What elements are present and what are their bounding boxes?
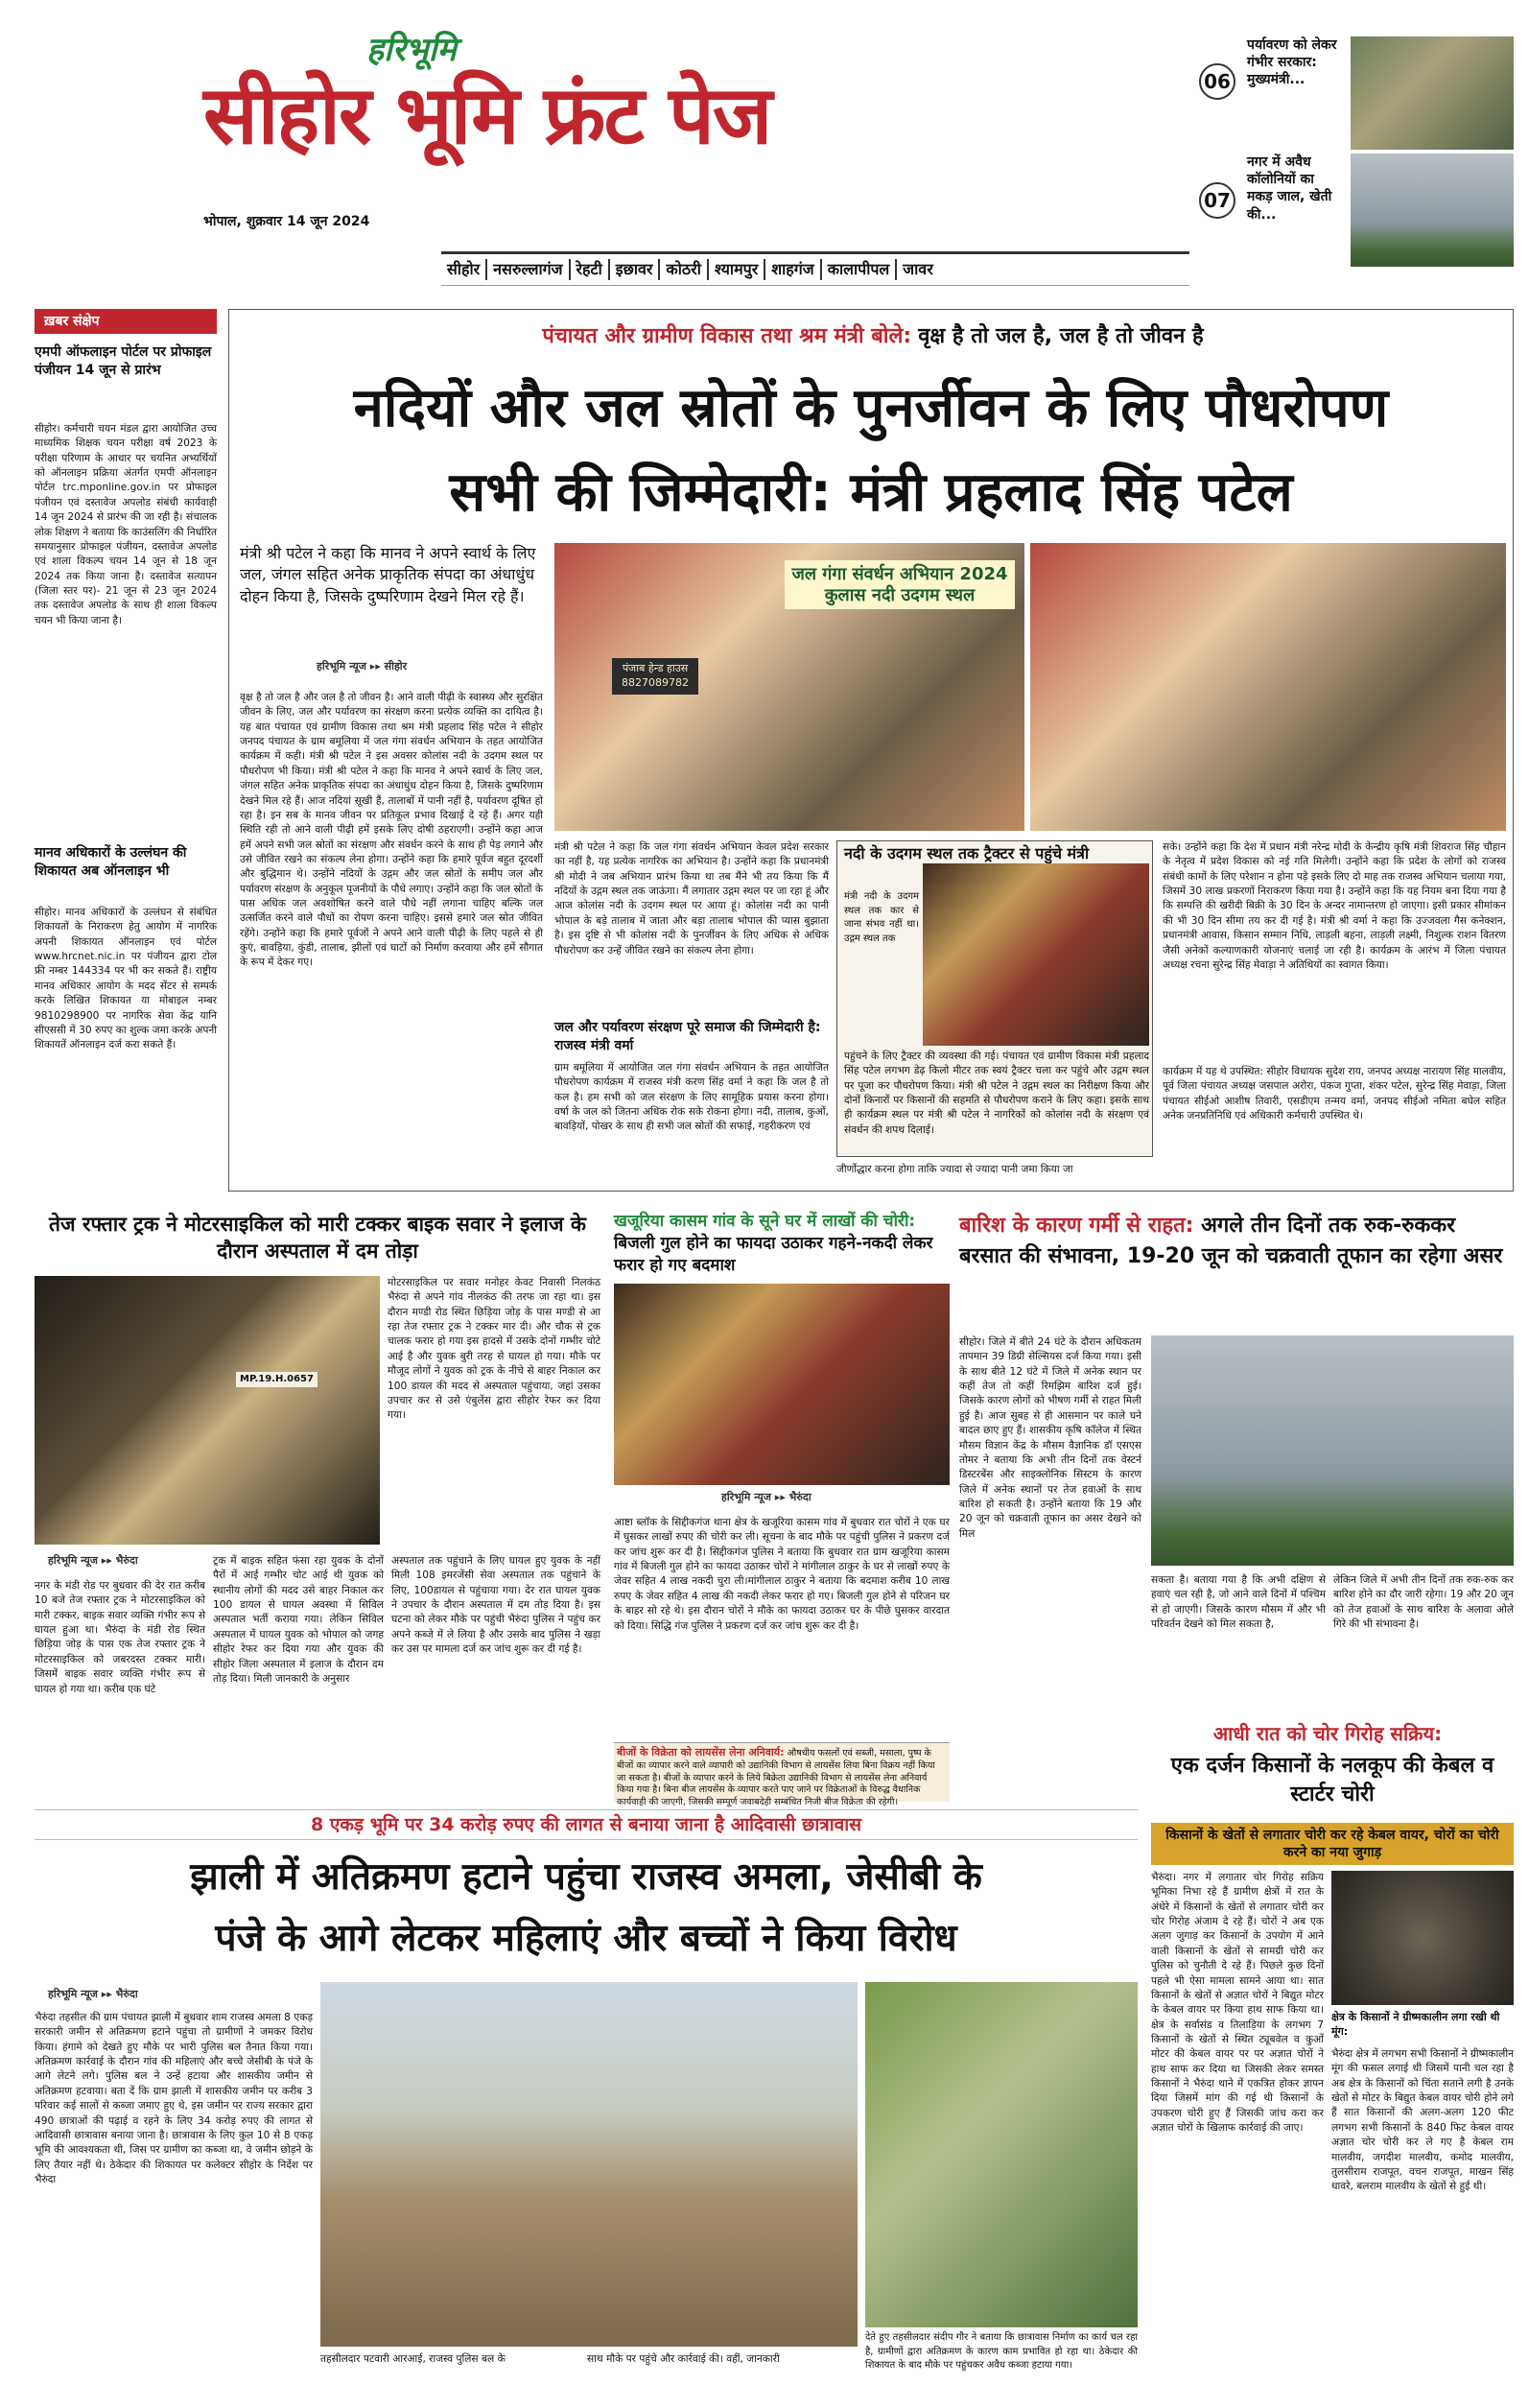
nav-item[interactable]: नसरुल्लागंज: [487, 259, 570, 280]
rain-headline: [959, 1211, 1514, 1272]
lead-column-2c: जीर्णोद्धार करना होगा ताकि ज्यादा से ज्यादा पानी जमा किया जा: [836, 1164, 1073, 1175]
teaser-2-text: नगर में अवैध कॉलोनियों का मकड़ जाल, खेती की...: [1247, 154, 1332, 223]
lead-column-2b: ग्राम बमूलिया में आयोजित जल गंगा संवर्धन अभियान के तहत आयोजित पौधरोपण कार्यक्रम में राजस्व मंत्री करण सिंह वर्मा ने कहा कि जल है तो कल है। हम सभी को जल संरक्षण के लिए सामूहिक प्रयास करना होगा। वर्षा के जल को जितना अधिक रोक सके रोकना होगा। नदी, तालाब, कुओं, बावड़ियों, पोखर के साथ ही सभी जल स्रोतों की सफाई, गहरीकरण एवं: [554, 1062, 829, 1133]
podium-sign: पंजाब हेन्ड हाउस 8827089782: [612, 658, 698, 695]
tribal-caption-1: तहसीलदार पटवारी आरआई, राजस्व पुलिस बल के: [320, 2353, 506, 2365]
brief-1-body: सीहोर। कर्मचारी चयन मंडल द्वारा आयोजित उच्च माध्यमिक शिक्षक चयन परीक्षा वर्ष 2023 के परीक्षा परिणाम के आधार पर चयनित अभ्यर्थियों को ऑनलाइन प्रक्रिया अंतर्गत एमपी ऑनलाइन पोर्टल trc.mponline.gov.in पर प्रोफाइल पंजीयन एवं दस्तावेज अपलोड संबंधी कार्यवाही 14 जून 2024 से प्रारंभ की जा रही है। संचालक लोक शिक्षण ने बताया कि काउंसलिंग की निर्धारित समयानुसार प्रोफाइल पंजीयन, दस्तावेज अपलोड एवं शाला विकल्प चयन 14 जून से 18 जून 2024 तक किया जाना है। दस्तावेज सत्यापन (जिला स्तर पर)- 21 जून से 23 जून 2024 तक दस्तावेज अपलोड के साथ ही शाला विकल्प चयन भी किया जाना है।: [35, 423, 217, 626]
tribal-kicker: 8 एकड़ भूमि पर 34 करोड़ रुपए की लागत से बनाया जाना है आदिवासी छात्रावास: [310, 1814, 862, 1835]
rain-column-mid: सकता है। बताया गया है कि अभी दक्षिण से हवाएं चल रही है, जो आने वाले दिनों में पश्चिम से हो जाएगी। जिसके कारण मौसम में और भी परिवर्तन देखने को मिल सकता है,: [1151, 1574, 1326, 1631]
tribal-headline-1: झाली में अतिक्रमण हटाने पहुंचा राजस्व अमला, जेसीबी के: [190, 1855, 982, 1899]
lead-column-2: मंत्री श्री पटेल ने कहा कि जल गंगा संवर्धन अभियान केवल प्रदेश सरकार का नहीं है, यह प्रत्येक नागरिक का अभियान है। उन्होंने कहा कि प्रधानमंत्री श्री मोदी ने जब अभियान प्रारंभ किया था तब मैंने भी तय किया कि मैं नदियों के उद्गम स्थल तक जाऊंगा। मैं लगातार उद्गम स्थल पर जा रहा हूं और आज कोलांस नदी के उदगम स्थल पर आया हूं। कोलांस नदी का पानी भोपाल के बड़े तालाब में जाता और बड़ा तालाब भोपाल की प्यास बुझाता है। इस दृष्टि से भी कोलांस नदी के पुनर्जीवन के लिए अधिक से अधिक पौधरोपण कर उन्हें जीवित रखने का संकल्प लेना होगा।: [554, 841, 829, 956]
cable-column-2: भैरुंदा क्षेत्र में लगभग सभी किसानों ने ग्रीष्मकालीन मूंग की फसल लगाई थी जिसमें पानी चल रहा है अब क्षेत्र के किसानों को चिंता सताने लगी है उनके खेतों से मोटर के बिद्युत केबल वायर चोरी होने लगे हैं सात किसानों की अलग-अलग 120 फीट लगभग सभी किसानों के 840 फिट केबल वायर अज्ञात चोर चोरी कर ले गए है केबल राम मालवीय, जगदीश मालवीय, कमोद मालवीय, तुलसीराम राजपूत, वचन राजपूत, माखन सिंह धावरे, बलराम मालवीय के खेतों से हुई थी।: [1331, 2048, 1514, 2193]
lead-headline-2: सभी की जिम्मेदारी: मंत्री प्रहलाद सिंह पटेल: [449, 461, 1293, 524]
truck-column-mid: ट्रक में बाइक सहित फंसा रहा युवक के दोनों पैरों में आई गम्भीर चोट आई थी युवक को स्थानीय लोगों की मदद उसे बाहर निकाल कर 100 डायल से घायल अवस्था में सिविल अस्पताल भर्ती कराया गया। लेकिन सिविल अस्पताल में घायल युवक को भोपाल को जगह सीहोर रेफर कर दिया गया और युवक की सीहोर जिला अस्पताल में इलाज के दौरान दम तोड़ दिया। मिली जानकारी के अनुसार: [213, 1555, 384, 1685]
cable-subhead: किसानों के खेतों से लगातार चोरी कर रहे केबल वायर, चोरों का चोरी करने का नया जुगाड़: [1151, 1823, 1514, 1865]
cable-headline: एक दर्जन किसानों के नलकूप की केबल व स्टार्टर चोरी: [1170, 1754, 1494, 1806]
truck-column-left: नगर के मंडी रोड पर बुधवार की देर रात करीब 10 बजे तेज रफ्तार ट्रक ने मोटरसाइकिल को मारी टक्कर, बाइक सवार व्यक्ति गंभीर रूप से घायल हुआ था। भैरुंदा के मंडी रोड स्थित छिड़िया जोड़ के पास एक तेज रफ्तार ट्रक ने मोटरसाइकिल को जबरदस्त टक्कर मारी। जिसमें बाइक सवार व्यक्ति गंभीर रूप से घायल हो गया था। करीब एक घंटे: [35, 1580, 205, 1695]
date-line: भोपाल, शुक्रवार 14 जून 2024: [203, 214, 370, 229]
theft-headline-rest: बिजली गुल होने का फायदा उठाकर गहने-नकदी लेकर फरार हो गए बदमाश: [614, 1233, 933, 1275]
lead-byline: हरिभूमि न्यूज ▸▸ सीहोर: [317, 660, 408, 673]
teaser-2-number: 07: [1199, 182, 1235, 219]
nav-item[interactable]: शाहगंज: [765, 259, 821, 280]
teaser-2[interactable]: [1199, 153, 1343, 267]
seed-license-strip: [614, 1742, 950, 1808]
truck-plate: MP.19.H.0657: [236, 1372, 318, 1387]
brand-logo: हरिभूमि: [366, 31, 457, 69]
teaser-1-number: 06: [1199, 63, 1235, 100]
nav-item[interactable]: रेहटी: [571, 259, 610, 280]
tractor-photo: [923, 863, 1149, 1046]
truck-headline: तेज रफ्तार ट्रक ने मोटरसाइकिल को मारी टक्कर बाइक सवार ने इलाज के दौरान अस्पताल में दम तोड़ा: [49, 1213, 586, 1263]
lead-kicker: [307, 322, 1439, 351]
lead-column-1: वृक्ष है तो जल है और जल है तो जीवन है। आने वाली पीढ़ी के स्वास्थ्य और सुरक्षित जीवन के लिए, जल और पर्यावरण का संरक्षण करना प्रत्येक व्यक्ति का दायित्व है। यह बात पंचायत एवं ग्रामीण विकास तथा श्रम मंत्री प्रहलाद सिंह पटेल ने सीहोर जनपद पंचायत के ग्राम बमूलिया में जल गंगा संवर्धन अभियान के तहत आयोजित कार्यक्रम में कही। मंत्री श्री पटेल ने इस अवसर कोलांस नदी के उदगम स्थल पर पौधरोपण भी किया। मंत्री श्री पटेल ने कहा कि मानव ने अपने स्वार्थ के लिए जल, जंगल सहित अनेक प्राकृतिक संपदा का अंधाधुंध दोहन किया है, जिसके दुष्परिणाम देखने मिल रहे हैं। आज नदियां सूखी हैं, तालाबों में पानी नहीं है, पर्यावरण दूषित हो रहा है। इन सब के मानव जीवन पर प्रतिकूल प्रभाव दिखाई दे रहे हैं। अगर यही स्थिति रही तो आने वाली पीढ़ी हमें इसके लिए दोषी ठहराएगी। उन्होंने कहा आज हमें अपने सभी जल स्रोतों का संरक्षण और संवर्धन करने के साथ ही पेड़ लगाने और उसे जीवित रखने का संकल्प लेना होगा। उन्होंने कहा कि हमारे पूर्वज बहुत दूरदर्शी और बुद्धिमान थे। उन्होंने नदियों के उद्गम और जल स्रोतों के समीप जल और पर्यावरण संरक्षण के अनुकूल पूजनीयों के पौधे लगाए। उन्होंने कहा कि जल स्रोतों के पास अधिक जल अवशोषित करने वाले पौधे नहीं लगाना चाहिए बल्कि जल उत्सर्जित करने वाले पौधों का रोपण करना चाहिए। इससे हमारे जल स्रोत जीवित रहेंगे। उन्होंने कहा कि हमारे पूर्वजों ने अपने आने वाली पीढ़ी के लिए पहले से ही कुएं, बावड़िया, कुंडी, तालाब, झीलों एवं घाटों को निर्माण करवाया और हमें सौगात के रूप में देकर गए।: [240, 692, 543, 969]
lead-column-3-attendees: कार्यक्रम में यह थे उपस्थित: सीहोर विधायक सुदेश राय, जनपद अध्यक्ष नारायण सिंह मालवीय, पूर्व जिला पंचायत अध्यक्ष जसपाल अरोरा, पंकज गुप्ता, शंकर पटेल, सुरेन्द्र सिंह मेवाड़ा, जिला पंचायत सीईओ आशीष तिवारी, एसडीएम तन्मय वर्मा, जनपद सीईओ नमिता बघेल सहित अनेक जनप्रतिनिधि एवं अधिकारी कर्मचारी उपस्थित थे।: [1163, 1066, 1506, 1122]
tribal-headline-2: पंजे के आगे लेटकर महिलाएं और बच्चों ने किया विरोध: [215, 1917, 957, 1960]
teaser-1-text: पर्यावरण को लेकर गंभीर सरकार: मुख्यमंत्री...: [1247, 37, 1337, 88]
lead-intro: मंत्री श्री पटेल ने कहा कि मानव ने अपने स्वार्थ के लिए जल, जंगल सहित अनेक प्राकृतिक संपदा का अंधाधुंध दोहन किया है, जिसके दुष्परिणाम देखने मिल रहे हैं।: [240, 544, 536, 605]
sidebar-header: ख़बर संक्षेप: [35, 309, 217, 334]
tractor-box-body: पहुंचने के लिए ट्रैक्टर की व्यवस्था की गई। पंचायत एवं ग्रामीण विकास मंत्री प्रहलाद सिंह पटेल लगभग डेढ़ किलो मीटर तक स्वयं ट्रैक्टर चला कर पहुंचे और उद्गम स्थल पर पूजा कर पौधरोपण किया। मंत्री श्री पटेल ने उद्गम स्थल का निरीक्षण किया और दोनों किनारों पर किसानों की सहमति से पौधरोपण कराने के लिए कहा। इसके साथ ही कार्यक्रम स्थल पर मंत्री श्री पटेल ने नागरिकों को कोलांस नदी के संरक्षण एवं संवर्धन की शपथ दिलाई।: [844, 1051, 1149, 1136]
lead-subhead: जल और पर्यावरण संरक्षण पूरे समाज की जिम्मेदारी है: राजस्व मंत्री वर्मा: [554, 1020, 821, 1053]
teaser-2-photo: [1351, 153, 1514, 267]
truck-photo: [35, 1276, 380, 1545]
city-nav: [441, 251, 1189, 286]
teaser-1-photo: [1351, 36, 1514, 150]
nav-item[interactable]: सीहोर: [441, 259, 487, 280]
tribal-column-1: भैरुंदा तहसील की ग्राम पंचायत झाली में बुधवार शाम राजस्व अमला 8 एकड़ सरकारी जमीन से अतिक्रमण हटाने पहुंचा तो ग्रामीणों ने जमकर विरोध किया। हंगामे को देखते हुए मौके पर भारी पुलिस बल तैनात किया गया। अतिक्रमण कार्रवाई के दौरान गांव की महिलाएं और बच्चे जेसीबी के पंजे के आगे लेटने लगे। पुलिस बल ने उन्हें हटाया और शासकीय जमीन से अतिक्रमण हटवाया। बता दें कि ग्राम झाली में शासकीय जमीन पर करीब 3 परिवार कई सालों से कब्जा जमाए हुए थे, इस जमीन पर राज्य सरकार द्वारा 490 छात्राओं की पढ़ाई व रहने के लिए 34 करोड़ रुपए की लागत से आदिवासी छात्रावास बनाया जाना है। छात्रावास के लिए कुल 10 से 8 एकड़ भूमि की आवश्यकता थी, जिस पर ग्रामीण का कब्जा था, वे जमीन छोड़ने के लिए तैयार नहीं थे। ठेकेदार की शिकायत पर कलेक्टर सीहोर के निर्देश पर भैरुंदा: [35, 2012, 313, 2185]
brief-2-body: सीहोर। मानव अधिकारों के उल्लंघन से संबंधित शिकायतों के निराकरण हेतु आयोग में नागरिक अपनी शिकायत ऑनलाइन एवं पोर्टल www.hrcnet.nic.in पर पंजीयन द्वारा टोल फ्री नम्बर 144334 पर भी कर सकते हैं। राष्ट्रीय मानव अधिकार आयोग के मदद सेंटर से सम्पर्क करके लिखित शिकायत या मोबाइल नम्बर 9810298900 पर नागरिक सेवा केंद्र यानि सीएससी में 30 रुपए का शुल्क जमा करके अपनी शिकायतें ऑनलाइन दर्ज करा सकते हैं।: [35, 907, 217, 1051]
tribal-caption-3: देते हुए तहसीलदार संदीप गौर ने बताया कि छात्रावास निर्माण का कार्य चल रहा है, ग्रामीणों द्वारा अतिक्रमण के कारण काम प्रभावित हो रहा था। ठेकेदार की शिकायत के बाद मौके पर पहुंचकर अवैध कब्जा हटाया गया।: [865, 2332, 1138, 2371]
page-title: सीहोर भूमि फ्रंट पेज: [203, 68, 771, 162]
seed-license-body: औषधीय फसलों एवं सब्जी, मसाला, पुष्प के बीजों का व्यापार करने वाले व्यापारी को उद्यानिकी विभाग से लायसेंस लिया बिना विक्रय नहीं किया जा सकता है। बीजों के व्यापार करने के लिये बिक्रेता उद्यानिकी विभाग से लायसेंस लेना अनिवार्य किया गया है। बिना बीज लायसेंस के व्यापार करते पाए जाने पर विक्रेताओं के विरुद्ध वैधानिक कार्यवाही की जाएगी, जिसकी सम्पूर्ण जवाबदेही सम्बंधित निजी बीज विक्रेता की रहेगी।: [617, 1748, 935, 1808]
nav-item[interactable]: कालापीपल: [822, 259, 898, 280]
theft-photo: [614, 1284, 950, 1485]
tractor-box-title: नदी के उदगम स्थल तक ट्रैक्टर से पहुंचे मंत्री: [844, 844, 1090, 862]
rain-photo: [1151, 1335, 1514, 1566]
nav-item[interactable]: कोठरी: [660, 259, 708, 280]
theft-body: आष्टा ब्लॉक के सिद्दीकगंज थाना क्षेत्र के खजूरिया कासम गांव में बुधवार रात चोरों ने एक घर में घुसकर लाखों रुपए की चोरी कर ली। सूचना के बाद मौके पर पहुंची पुलिस ने प्रकरण दर्ज कर जांच शुरू कर दी है। सिद्दीकगंज पुलिस ने बताया कि बुधवार रात ग्राम खजूरिया कासम गांव में बिजली गुल होने का फायदा उठाकर चोरों ने मांगीलाल ठाकुर के घर से लाखों रुपए के जेवर सहित 4 लाख नकदी चुरा ली।मांगीलाल ठाकुर ने बताया कि बदमाश करीब 10 लाख रुपए के जेवर सहित 4 लाख की नकदी लेकर फरार हो गए। बिजली गुल होने से परिजन घर के बाहर सो रहे थे। इस दौरान चोरों ने मौके का फायदा उठाकर घर के पीछे घुसकर वारदात को दिया। सिद्धि गंज पुलिस ने प्रकरण दर्ज कर जांच शुरू कर दी है।: [614, 1517, 950, 1632]
tractor-box-side: मंत्री नदी के उदगम स्थल तक कार से जाना संभव नहीं था। उद्गम स्थल तक: [844, 891, 919, 944]
cable-photo-caption: क्षेत्र के किसानों ने ग्रीष्मकालीन लगा रखी थी मूंग:: [1331, 2011, 1500, 2038]
rain-headline-rest: अगले तीन दिनों तक रुक-रुककर बरसात की संभावना, 19-20 जून को चक्रवाती तूफान का रहेगा असर: [959, 1214, 1503, 1268]
truck-column-right-2: अस्पताल तक पहुंचाने के लिए घायल हुए युवक के नहीं मिली 108 इमरजेंसी सेवा अस्पताल तक पहुंचाने के लिए, 100डायल से पहुंचाया गया। देर रात घायल युवक ने उपचार के दौरान अस्पताल में दम तोड़ दिया है। इस घटना को लेकर मौके पर पहुंची भैरुंदा पुलिस ने पहुंच कर अपने कब्जे में ले लिया है और उसके बाद पुलिस ने खड़ा कर उस पर मामला दर्ज कर जांच शुरू कर दी गई है।: [391, 1555, 600, 1656]
lead-kicker-quote: वृक्ष है तो जल है, जल है तो जीवन है: [918, 324, 1204, 348]
rain-headline-kicker: बारिश के कारण गर्मी से राहत:: [959, 1214, 1194, 1238]
truck-column-right: मोटरसाइकिल पर सवार मनोहर केवट निवासी निलकंठ भैरुंदा से अपने गांव नीलकंठ की तरफ जा रहा था। इस दौरान मण्डी रोड स्थित छिड़िया जोड़ के पास मण्डी से आ रहा तेज रफ्तार ट्रक ने टक्कर मार दी। और चौक से ट्रक चालक फरार हो गया इस हादसे में उसके दोनों गम्भीर चोटे आई है और युवक बुरी तरह से घायल हो गया। मौके पर मौजूद लोगों ने युवक को ट्रक के नीचे से बाहर निकाल कर 100 डायल की मदद से अस्पताल पहुंचाया, जहां उसका उपचार कर से उसे एंबुलेंस द्वारा सीहोर रेफर कर दिया गया।: [388, 1277, 600, 1422]
nav-item[interactable]: इछावर: [610, 259, 661, 280]
brief-2-title: मानव अधिकारों के उल्लंघन की शिकायत अब ऑनलाइन भी: [35, 845, 187, 879]
theft-headline-kicker: खजूरिया कासम गांव के सूने घर में लाखों की चोरी:: [614, 1212, 916, 1231]
nav-item[interactable]: जावर: [903, 260, 933, 279]
tribal-byline: हरिभूमि न्यूज ▸▸ भैरुंदा: [48, 1988, 138, 2000]
nav-item[interactable]: श्यामपुर: [709, 259, 765, 280]
lead-photo-podium: [554, 543, 1024, 831]
lead-headline-1: नदियों और जल स्रोतों के पुनर्जीवन के लिए पौधरोपण: [353, 377, 1389, 439]
theft-byline: हरिभूमि न्यूज ▸▸ भैरुंदा: [721, 1491, 812, 1503]
theft-headline: [614, 1211, 950, 1277]
rain-column-right: लेकिन जिले में अभी तीन दिनों तक रुक-रुक कर बारिश होने का दौर जारी रहेगा। 19 और 20 जून को तेज हवाओं के साथ बारिश के अलावा ओले गिरे की भी संभावना है।: [1333, 1574, 1514, 1631]
villagers-photo: [865, 1982, 1138, 2327]
lead-column-3: सके। उन्होंने कहा कि देश में प्रधान मंत्री नरेन्द्र मोदी के केन्द्रीय कृषि मंत्री शिवराज सिंह चौहान के नेतृत्व में प्रदेश विकास को नई गति मिलेगी। उन्होंने कहा कि प्रदेश के लोगों को राजस्व संबंधी कामों के लिए परेशान न होना पड़े इसके लिए दो माह तक राजस्व अभियान चलाया गया, जिसमें 30 लाख प्रकरणों निराकरण किया गया है। उन्होंने कहा कि यह नियम बना दिया गया है कि सम्पत्ति की खरीदी बिक्री के 30 दिन के अन्दर नामान्तरण हो जाएगा। इसी प्रकार सीमांकन की भी 30 दिन सीमा तय कर दी गई है। मंत्री श्री वर्मा ने कहा कि उज्जवला गैस कनेक्शन, प्रधानमंत्री आवास, किसान सम्मान निधि, लाड़ली बहना, लाड़ली लक्ष्मी, निशुल्क राशन वितरण जैसी अनेकों कल्याणकारी योजनाएं चलाई जा रही है। कार्यक्रम के आरंभ में जिला पंचायत अध्यक्ष रचना सुरेन्द्र सिंह मेवाड़ा ने अतिथियों का स्वागत किया।: [1163, 841, 1506, 971]
photo-banner-text: जल गंगा संवर्धन अभियान 2024 कुलास नदी उदगम स्थल: [785, 560, 1015, 609]
teaser-1[interactable]: [1199, 36, 1343, 150]
tribal-caption-2: साथ मौके पर पहुंचे और कार्रवाई की। वहीं, जानकारी: [587, 2353, 780, 2365]
truck-byline: हरिभूमि न्यूज ▸▸ भैरुंदा: [48, 1554, 138, 1567]
jcb-photo: [320, 1982, 858, 2347]
cable-kicker: आधी रात को चोर गिरोह सक्रिय:: [1212, 1722, 1443, 1745]
seed-license-title: बीजों के विक्रेता को लायसेंस लेना अनिवार्य:: [617, 1746, 785, 1759]
cable-photo: [1331, 1871, 1514, 2005]
cable-column-1: भैरुंदा। नगर में लगातार चोर गिरोह सक्रिय भूमिका निभा रहे हैं ग्रामीण क्षेत्रों में रात के अंधेरे में किसानों के खेतों से लगातार चोरी कर चोर गिरोह अंजाम दे रहे हैं। चोरों ने अब एक अलग जुगाड़ कर किसानों के उपयोग में आने वाली किसानों के खेतों से सामग्री चोरी कर पुलिस को चुनौती दे रहे हैं। पिछले कुछ दिनों पहले भी ऐसा मामला सामने आया था। सात किसानों के खेतों से अज्ञात चोरों ने बिद्युत मोटर के केबल वायर पर किया हाथ साफ किया था। क्षेत्र के सर्वासंड व तिलाड़िया के लगभग 7 किसानों के खेतों से स्थित ट्यूबवेल व कुओं मोटर की केबल वायर पर पर अज्ञात चोरों ने हाथ साफ कर दिया था जिसकी लेकर समस्त किसानों ने भैरुंदा थाने में एकत्रित होकर ज्ञापन दिया जिसमें मांग की गई थी किसानों के उपकरण चोरी हुए हैं जिसकी जांच करा कर अज्ञात चोरों के खिलाफ कार्रवाई की जाए।: [1151, 1872, 1324, 2135]
brief-1-title: एमपी ऑफलाइन पोर्टल पर प्रोफाइल पंजीयन 14 जून से प्रारंभ: [35, 344, 212, 378]
rain-column-left: सीहोर। जिले में बीते 24 घंटे के दौरान अधिकतम तापमान 39 डिग्री सेल्सियस दर्ज किया गया। इसी के साथ बीते 12 घंटे में जिले में अनेक स्थान पर कहीं तेज तो कहीं रिमझिम बारिश दर्ज हुई। जिसके कारण लोगों को भीषण गर्मी से राहत मिली हुई है। आज सुबह से ही आसमान पर काले घने बादल छाए हुए हैं। शासकीय कृषि कॉलेज में स्थित मौसम विज्ञान केंद्र के मौसम वैज्ञानिक डॉ एसएस तोमर ने बताया कि अभी तीन दिनों तक वेस्टर्न डिस्टरबेंस और साइक्लोनिक सिस्टम के कारण जिले में अनेक स्थानों पर तेज हवाओं के साथ बारिश हो सकती है। उन्होंने बताया कि 19 और 20 जून को चक्रवाती तूफान का असर देखने को मिल: [959, 1336, 1141, 1540]
lead-kicker-label: पंचायत और ग्रामीण विकास तथा श्रम मंत्री बोले:: [542, 324, 912, 348]
lead-photo-pledge: [1030, 543, 1506, 831]
